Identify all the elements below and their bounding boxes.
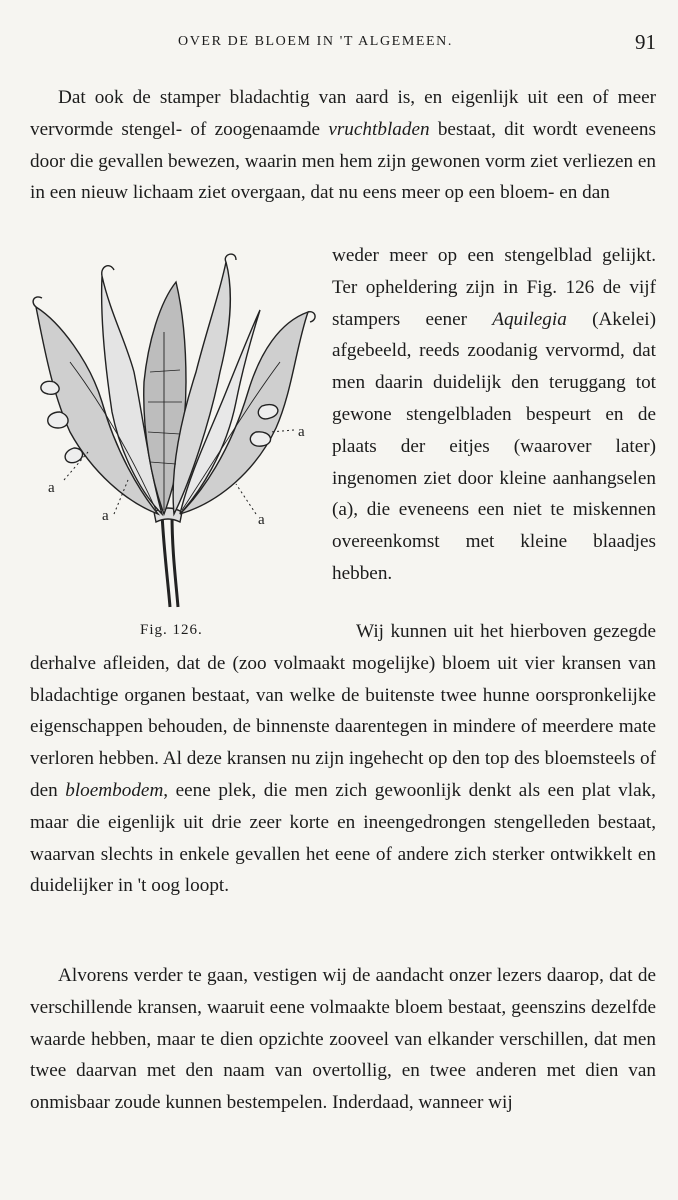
paragraph-text: Dat ook de stamper bladachtig van aard is, en eigenlijk uit een of meer vervormde stengel- of zoogenaamde xyxy=(30,87,656,140)
paragraph-text: bestaat, dit wordt eveneens door die gevallen bewezen, waarin men hem zijn gewonen vorm ziet verliezen en in een nieuw lichaam ziet overgaan, dat nu eens meer op een bloem- en dan xyxy=(30,118,656,204)
page-number: 91 xyxy=(635,30,656,54)
figure-aquilegia xyxy=(30,252,322,642)
figure-label-a: a xyxy=(298,424,306,440)
figure-label-a: a xyxy=(102,508,110,524)
paragraph-text: (Akelei) afgebeeld, reeds zoodanig vervormd, dat men daarin duidelijk den teruggang tot gewone stengelbladen bespeurt en de plaats der eitjes (waarover later) ingenomen ziet door kleine aanhangselen (a), die eveneens een niet te miskennen overeenkomst met kleine blaadjes hebben. xyxy=(332,308,656,584)
paragraph-text: Wij kunnen uit het hierboven gezegde derhalve afleiden, dat de (zoo volmaakt mogelijke) bloem uit vier kransen van bladachtige organen bestaat, van welke de buitenste twee hunne oorspronkelijke eigenschappen behouden, de binnenste daarentegen in mindere of meerdere mate verloren hebben. Al deze kransen nu zijn ingehecht op den top des bloemsteels of den xyxy=(30,621,656,801)
paragraph-alvorens xyxy=(30,960,656,1119)
page-header xyxy=(0,30,678,60)
paragraph-kransen xyxy=(30,616,656,902)
paragraph-text: , eene plek, die men zich gewoonlijk denkt als een plat vlak, maar die eigenlijk uit drie zeer korte en ineengedrongen stengelleden bestaat, waarvan slechts in enkele gevallen het eene of andere zich sterker ontwikkelt en duidelijker in 't oog loopt. xyxy=(30,779,656,897)
paragraph-stamper xyxy=(30,82,656,209)
aquilegia-illustration xyxy=(30,252,322,642)
paragraph-text: weder meer op een stengelblad gelijkt. Ter opheldering zijn in Fig. 126 de vijf stampers eener xyxy=(332,245,656,330)
figure-label-a: a xyxy=(48,480,56,496)
paragraph-text: Alvorens verder te gaan, vestigen wij de aandacht onzer lezers daarop, dat de verschillende kransen, waaruit eene volmaakte bloem bestaat, geenszins dezelfde waarde hebben, maar te dien opzichte zooveel van elkander verschillen, dat men twee daarvan met den naam van overtollig, en twee anderen met dien van onmisbaar zoude kunnen bestempelen. Inderdaad, wanneer wij xyxy=(30,965,656,1114)
paragraph-aquilegia xyxy=(332,240,656,590)
italic-term: vruchtbladen xyxy=(328,118,430,140)
italic-term: Aquilegia xyxy=(492,308,567,330)
figure-caption: Fig. 126. xyxy=(140,622,203,638)
running-title: OVER DE BLOEM IN 'T ALGEMEEN. xyxy=(178,34,453,49)
italic-term: bloembodem xyxy=(65,779,164,801)
figure-label-a: a xyxy=(258,512,266,528)
